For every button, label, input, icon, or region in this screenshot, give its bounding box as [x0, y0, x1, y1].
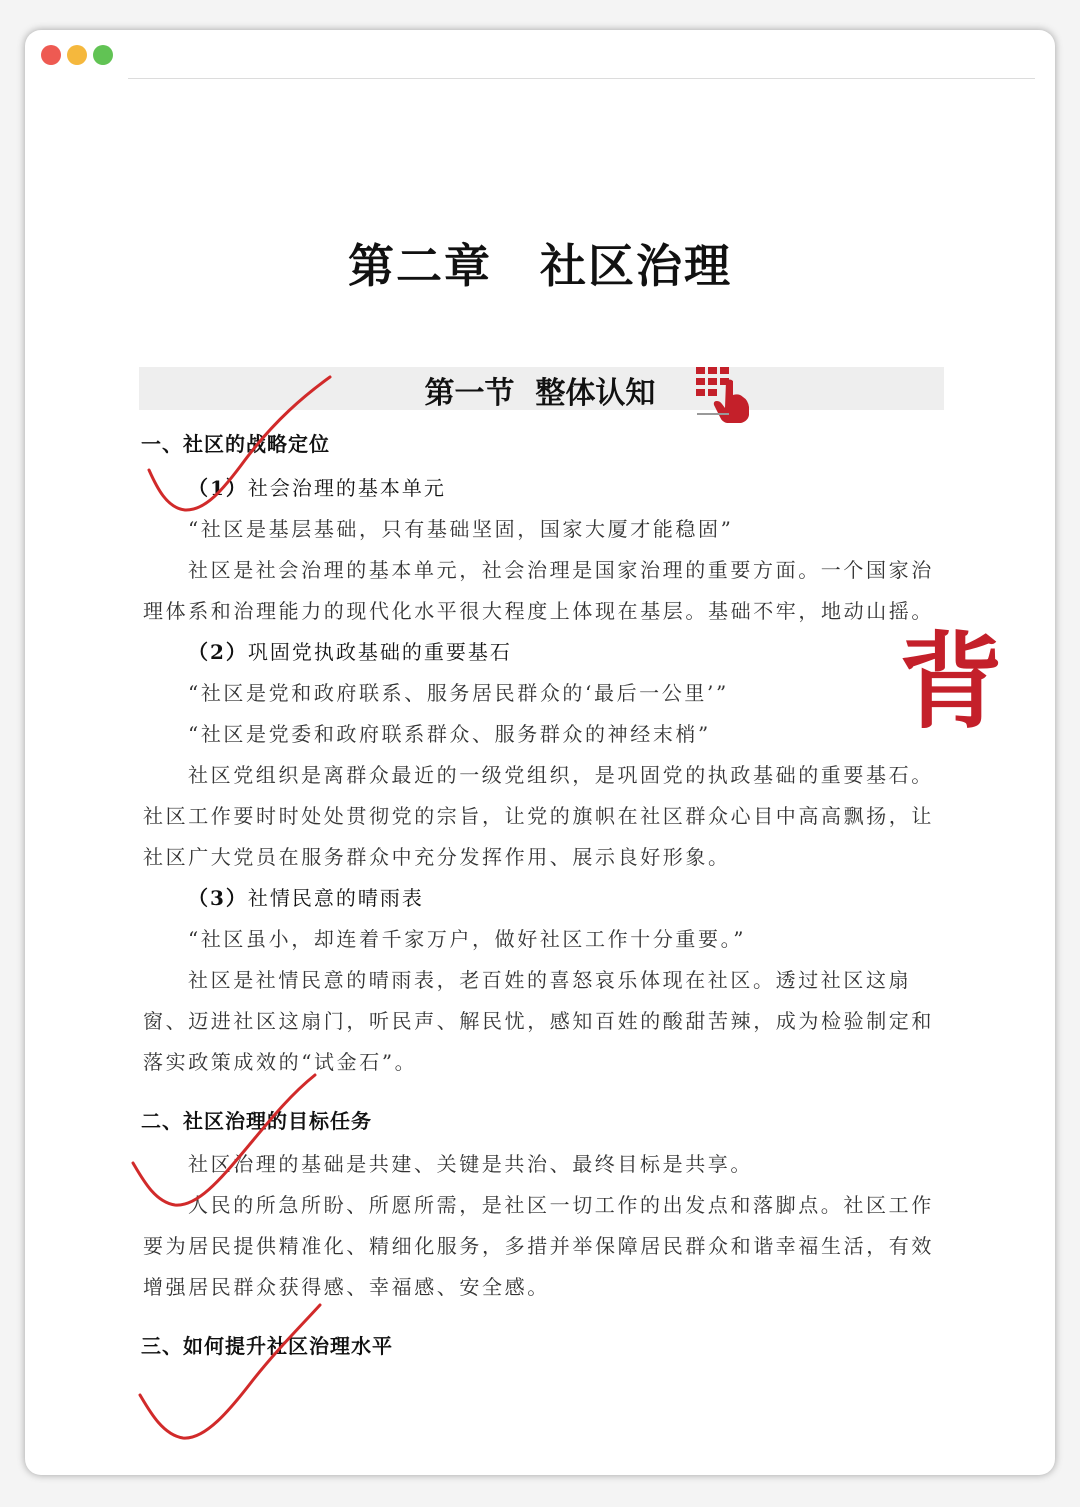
- heading-goals-tasks: 二、社区治理的目标任务: [141, 1109, 372, 1133]
- quote-line: “社区是党委和政府联系群众、服务群众的神经末梢”: [188, 722, 711, 746]
- subheading-text: 社会治理的基本单元: [247, 476, 446, 500]
- quote-line: “社区虽小，却连着千家万户，做好社区工作十分重要。”: [188, 927, 747, 951]
- checkmark-annotations: [25, 30, 1055, 1475]
- paragraph-line: 落实政策成效的“试金石”。: [143, 1050, 418, 1074]
- paragraph-line: 社区治理的基础是共建、关键是共治、最终目标是共享。: [188, 1152, 753, 1176]
- memorize-stamp: 背: [899, 621, 1004, 743]
- chapter-title: 第二章 社区治理: [348, 239, 732, 293]
- paragraph-line: 理体系和治理能力的现代化水平很大程度上体现在基层。基础不牢，地动山摇。: [143, 599, 934, 623]
- check-mark-icon: [149, 377, 330, 510]
- quote-line: “社区是党和政府联系、服务居民群众的‘最后一公里’”: [188, 681, 729, 705]
- subheading-number: （1）: [188, 476, 248, 500]
- paragraph-line: 社区是社会治理的基本单元，社会治理是国家治理的重要方面。一个国家治: [188, 558, 934, 582]
- subheading-number: （2）: [188, 640, 248, 664]
- heading-strategic-positioning: 一、社区的战略定位: [141, 432, 330, 456]
- paragraph-line: 增强居民群众获得感、幸福感、安全感。: [143, 1275, 550, 1299]
- check-mark-icon: [140, 1305, 320, 1438]
- subheading-text: 巩固党执政基础的重要基石: [247, 640, 512, 664]
- heading-improve-governance: 三、如何提升社区治理水平: [141, 1334, 393, 1358]
- subheading-text: 社情民意的晴雨表: [247, 886, 424, 910]
- paragraph-line: 人民的所急所盼、所愿所需，是社区一切工作的出发点和落脚点。社区工作: [188, 1193, 934, 1217]
- subheading-number: （3）: [188, 886, 248, 910]
- paragraph-line: 要为居民提供精准化、精细化服务，多措并举保障居民群众和谐幸福生活，有效: [143, 1234, 934, 1258]
- quote-line: “社区是基层基础，只有基础坚固，国家大厦才能稳固”: [188, 517, 734, 541]
- section-title: 第一节 整体认知: [424, 376, 656, 411]
- paragraph-line: 社区党组织是离群众最近的一级党组织，是巩固党的执政基础的重要基石。: [188, 763, 934, 787]
- paragraph-line: 社区是社情民意的晴雨表，老百姓的喜怒哀乐体现在社区。透过社区这扇: [188, 968, 912, 992]
- check-mark-icon: [133, 1075, 315, 1205]
- document-window: [25, 30, 1055, 1475]
- paragraph-line: 窗、迈进社区这扇门，听民声、解民忧，感知百姓的酸甜苦辣，成为检验制定和: [143, 1009, 934, 1033]
- paragraph-line: 社区广大党员在服务群众中充分发挥作用、展示良好形象。: [143, 845, 731, 869]
- paragraph-line: 社区工作要时时处处贯彻党的宗旨，让党的旗帜在社区群众心目中高高飘扬，让: [143, 804, 934, 828]
